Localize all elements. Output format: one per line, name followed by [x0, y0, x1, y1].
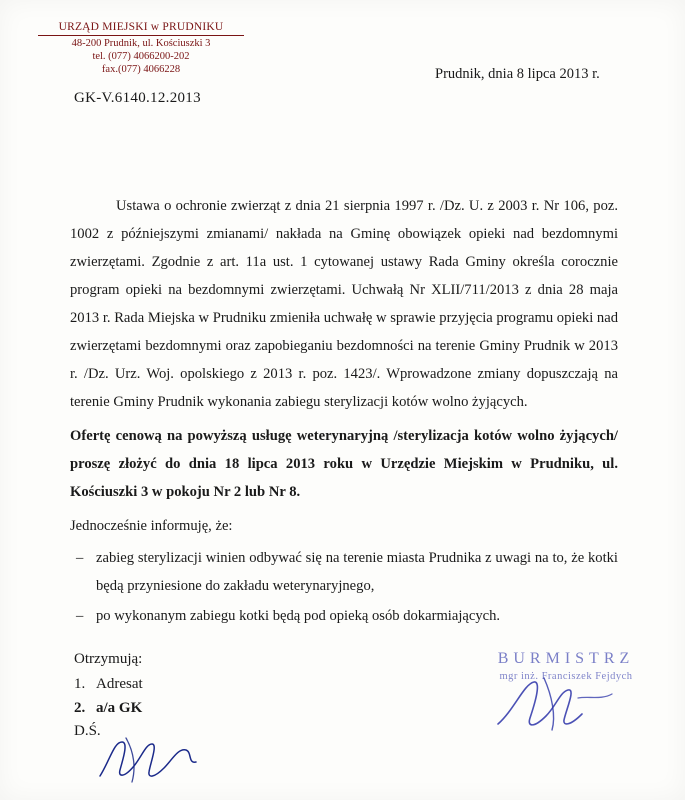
recipients-initials: D.Ś. — [74, 722, 101, 739]
clerk-signature-icon — [96, 736, 206, 784]
letter-body — [70, 192, 618, 630]
body-bullet-list — [70, 544, 618, 630]
bullet-text: po wykonanym zabiegu kotki będą pod opieką osób dokarmiających. — [96, 608, 501, 625]
letterhead-phone: tel. (077) 4066200-202 — [92, 50, 190, 62]
official-stamp — [476, 650, 656, 736]
reference-number: GK-V.6140.12.2013 — [74, 90, 201, 106]
recipient-number: 1. — [74, 676, 86, 693]
recipients-title: Otrzymują: — [74, 651, 143, 667]
recipient-number: 2. — [74, 699, 86, 716]
place-and-date: Prudnik, dnia 8 lipca 2013 r. — [435, 66, 600, 82]
mayor-signature-icon — [490, 676, 640, 732]
recipients-block — [74, 648, 143, 743]
recipient-label: Adresat — [96, 676, 143, 693]
stamp-name: mgr inż. Franciszek Fejdych — [499, 671, 633, 682]
letterhead-divider — [38, 35, 244, 36]
letterhead-fax: fax.(077) 4066228 — [101, 63, 181, 75]
list-item — [70, 544, 618, 600]
letterhead — [26, 20, 256, 76]
recipient-label: a/a GK — [96, 699, 143, 716]
recipients-list — [74, 673, 143, 720]
body-paragraph-3: Jednocześnie informuję, że: — [70, 518, 233, 535]
list-item — [74, 673, 143, 696]
bullet-dash-icon: – — [76, 608, 84, 625]
list-item — [74, 697, 143, 720]
body-paragraph-1: Ustawa o ochronie zwierząt z dnia 21 sierpnia 1997 r. /Dz. U. z 2003 r. Nr 106, poz. 1002 z późniejszymi zmianami/ nakłada na Gminę obowiązek opieki nad bezdomnymi zwierzętami. Zgodnie z art. 11a ust. 1 cytowanej ustawy Rada Gminy określa corocznie program opieki na bezdomnymi zwierzętami. Uchwałą Nr XLII/711/2013 z dnia 28 maja 2013 r. Rada Miejska w Prudniku zmieniła uchwałę w sprawie przyjęcia programu opieki nad zwierzętami bezdomnymi oraz zapobieganiu bezdomności na terenie Gminy Prudnik w 2013 r. /Dz. Urz. Woj. opolskiego z 2013 r. poz. 1423/. Wprowadzone zmiany dopuszczają na terenie Gminy Prudnik wykonania zabiegu sterylizacji kotów wolno żyjących. — [70, 198, 618, 411]
body-paragraph-2-bold: Ofertę cenową na powyższą usługę weterynaryjną /sterylizacja kotów wolno żyjących/ proszę złożyć do dnia 18 lipca 2013 roku w Urzędzie Miejskim w Prudniku, ul. Kościuszki 3 w pokoju Nr 2 lub Nr 8. — [70, 428, 618, 501]
stamp-title: BURMISTRZ — [497, 650, 635, 667]
letterhead-address: 48-200 Prudnik, ul. Kościuszki 3 — [71, 38, 211, 50]
bullet-dash-icon: – — [76, 550, 84, 567]
bullet-text: zabieg sterylizacji winien odbywać się na terenie miasta Prudnika z uwagi na to, że kotki będą przyniesione do zakładu weterynaryjnego, — [96, 550, 618, 595]
list-item — [70, 602, 618, 630]
letterhead-office: URZĄD MIEJSKI w PRUDNIKU — [58, 21, 224, 33]
